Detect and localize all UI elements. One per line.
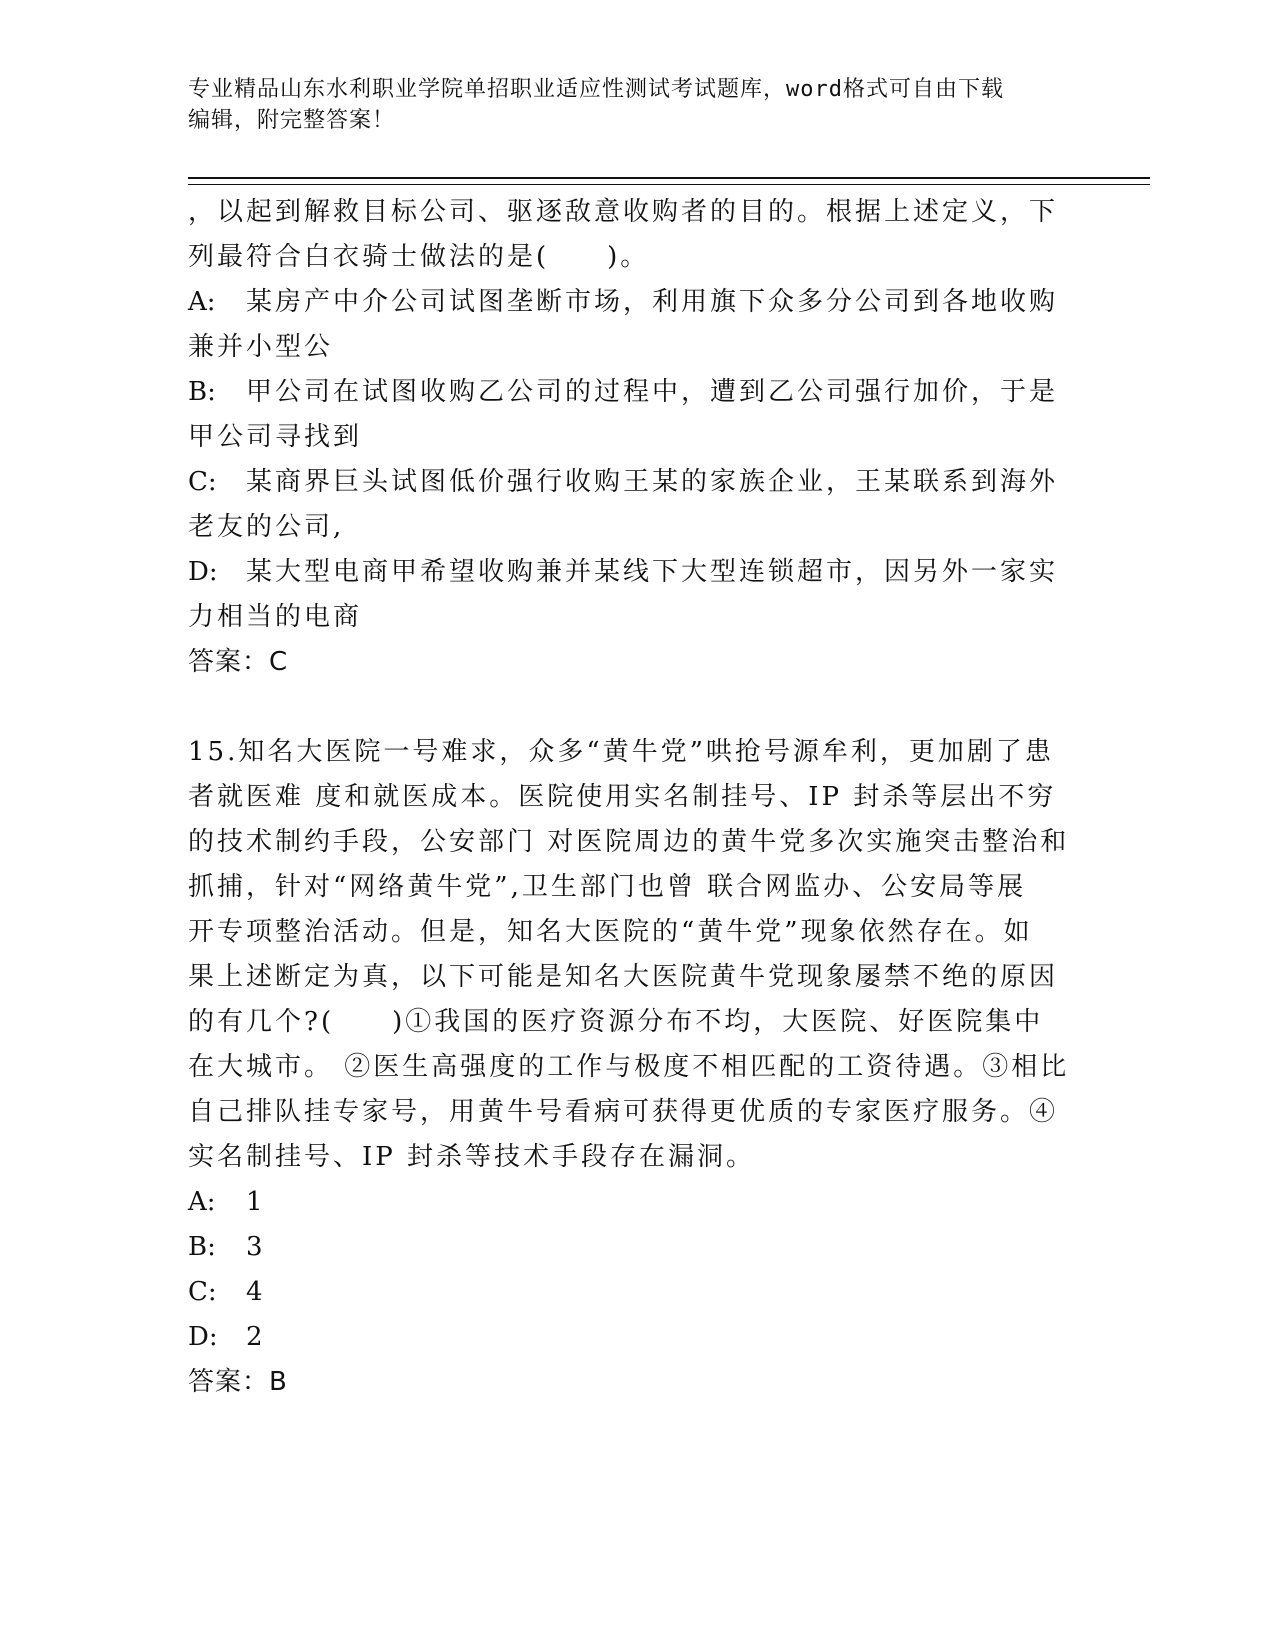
question-14-option-b: [188, 370, 1088, 460]
question-14-stem-line: 列最符合白衣骑士做法的是( )。: [188, 242, 650, 272]
option-label: B:: [188, 1232, 216, 1262]
question-15-stem-line: 在大城市。 ②医生高强度的工作与极度不相匹配的工资待遇。③相比: [188, 1052, 1070, 1082]
header-rule-thick: [188, 177, 1150, 179]
question-15-option-a: [188, 1180, 1088, 1225]
option-label: A:: [188, 1187, 216, 1217]
question-15-stem-line: 自己排队挂专家号，用黄牛号看病可获得更优质的专家医疗服务。④: [188, 1097, 1059, 1127]
option-text: 某大型电商甲希望收购兼并某线下大型连锁超市，因另外一家实: [246, 557, 1059, 587]
question-15-answer: 答案：B: [188, 1367, 288, 1397]
question-15-option-b: [188, 1225, 1088, 1270]
option-text: 老友的公司,: [188, 512, 345, 542]
question-15-stem-line: 的有几个?( )①我国的医疗资源分布不均，大医院、好医院集中: [188, 1007, 1044, 1037]
option-text: 力相当的电商: [188, 602, 363, 632]
option-text: 甲公司寻找到: [188, 422, 363, 452]
option-text: 4: [246, 1277, 266, 1307]
option-text: 某商界巨头试图低价强行收购王某的家族企业，王某联系到海外: [246, 467, 1059, 497]
document-body: [188, 190, 1088, 1405]
option-text: 3: [246, 1232, 266, 1262]
question-15-stem-line: 开专项整治活动。但是，知名大医院的“黄牛党”现象依然存在。如: [188, 917, 1033, 947]
option-text: 2: [246, 1322, 266, 1352]
option-label: D:: [188, 1322, 218, 1352]
question-15: [188, 730, 1088, 1405]
header-line-2: 编辑，附完整答案！: [188, 108, 396, 133]
question-15-stem-line: 的技术制约手段，公安部门 对医院周边的黄牛党多次实施突击整治和: [188, 827, 1070, 857]
option-label: D:: [188, 557, 218, 587]
option-text: 某房产中介公司试图垄断市场，利用旗下众多分公司到各地收购: [246, 287, 1059, 317]
question-14-option-c: [188, 460, 1088, 550]
question-14: [188, 190, 1088, 685]
question-15-stem-line: 15.知名大医院一号难求，众多“黄牛党”哄抢号源牟利，更加剧了患: [188, 737, 1054, 767]
option-text: 兼并小型公: [188, 332, 334, 362]
header-rule-thin: [188, 184, 1150, 185]
option-label: B:: [188, 377, 216, 407]
header-line-1: 专业精品山东水利职业学院单招职业适应性测试考试题库，word格式可自由下载: [188, 77, 1004, 102]
question-15-stem-line: 果上述断定为真，以下可能是知名大医院黄牛党现象屡禁不绝的原因: [188, 962, 1059, 992]
question-spacer: [188, 685, 1088, 730]
question-15-stem-line: 实名制挂号、IP 封杀等技术手段存在漏洞。: [188, 1142, 756, 1172]
option-label: C:: [188, 1277, 217, 1307]
question-15-stem-line: 者就医难 度和就医成本。医院使用实名制挂号、IP 封杀等层出不穷: [188, 782, 1057, 812]
question-15-option-c: [188, 1270, 1088, 1315]
question-14-answer: 答案：C: [188, 647, 289, 677]
question-14-stem-line: ，以起到解救目标公司、驱逐敌意收购者的目的。根据上述定义，下: [188, 197, 1059, 227]
option-label: C:: [188, 467, 217, 497]
option-text: 1: [246, 1187, 266, 1217]
question-15-option-d: [188, 1315, 1088, 1360]
document-header: [188, 74, 1088, 136]
question-14-option-a: [188, 280, 1088, 370]
option-label: A:: [188, 287, 216, 317]
question-14-option-d: [188, 550, 1088, 640]
question-15-stem-line: 抓捕，针对“网络黄牛党”,卫生部门也曾 联合网监办、公安局等展: [188, 872, 1027, 902]
option-text: 甲公司在试图收购乙公司的过程中，遭到乙公司强行加价，于是: [246, 377, 1059, 407]
